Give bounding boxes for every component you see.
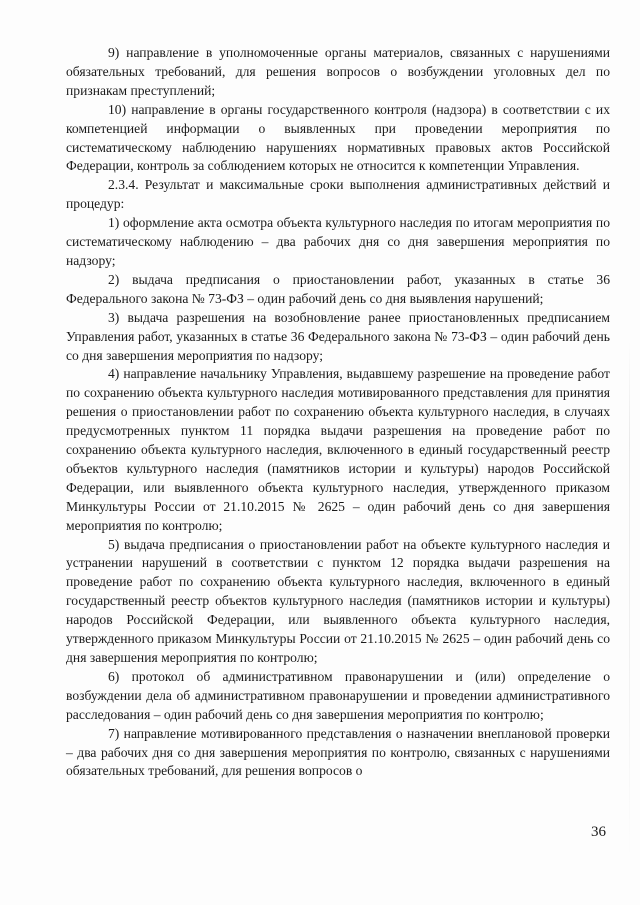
paragraph-result-1: 1) оформление акта осмотра объекта культурного наследия по итогам мероприятия по систематическому наблюдению – два рабочих дня со дня завершения мероприятия по надзору;	[66, 215, 610, 268]
scan-edge-shadow	[629, 340, 630, 860]
paragraph-result-7: 7) направление мотивированного представления о назначении внеплановой проверки – два рабочих дня со дня завершения мероприятия по контролю, связанных с нарушениями обязательных требований, для решения вопросов о	[66, 725, 610, 779]
paragraph-result-3: 3) выдача разрешения на возобновление ранее приостановленных предписанием Управления работ, указанных в статье 36 Федерального закона № 73-ФЗ – один рабочий день со дня завершения мероприятия по надзору;	[66, 309, 610, 363]
section-heading-2-3-4: 2.3.4. Результат и максимальные сроки выполнения административных действий и процедур:	[66, 177, 610, 212]
page-number: 36	[591, 824, 606, 840]
document-body	[66, 44, 610, 781]
paragraph-result-2: 2) выдача предписания о приостановлении работ, указанных в статье 36 Федерального закона № 73-ФЗ – один рабочий день со дня выявления нарушений;	[66, 271, 610, 306]
paragraph-item-9: 9) направление в уполномоченные органы материалов, связанных с нарушениями обязательных требований, для решения вопросов о возбуждении уголовных дел по признакам преступлений;	[66, 45, 610, 98]
paragraph-result-4: 4) направление начальнику Управления, выдавшему разрешение на проведение работ по сохранению объекта культурного наследия мотивированного представления для принятия решения о приостановлении работ по сохранению объекта культурного наследия, в случаях предусмотренных пунктом 11 порядка выдачи разрешения на проведение работ по сохранению объекта культурного наследия, включенного в единый государственный реестр объектов культурного наследия (памятников истории и культуры) народов Российской Федерации, или выявленного объекта культурного наследия, утвержденного приказом Минкультуры России от 21.10.2015 № 2625 – один рабочий день со дня завершения мероприятия по контролю;	[66, 366, 610, 533]
paragraph-item-10: 10) направление в органы государственного контроля (надзора) в соответствии с их компетенцией информации о выявленных при проведении мероприятия по систематическому наблюдению нарушениях нормативных правовых актов Российской Федерации, контроль за соблюдением которых не относится к компетенции Управления.	[66, 101, 610, 174]
paragraph-result-5: 5) выдача предписания о приостановлении работ на объекте культурного наследия и устранении нарушений в соответствии с пунктом 12 порядка выдачи разрешения на проведение работ по сохранению объекта культурного наследия, включенного в единый государственный реестр объектов культурного наследия (памятников истории и культуры) народов Российской Федерации, или выявленного объекта культурного наследия, утвержденного приказом Минкультуры России от 21.10.2015 № 2625 – один рабочий день со дня завершения мероприятия по контролю;	[66, 536, 610, 665]
paragraph-result-6: 6) протокол об административном правонарушении и (или) определение о возбуждении дела об административном правонарушении и проведении административного расследования – один рабочий день со дня завершения мероприятия по контролю;	[66, 668, 610, 722]
